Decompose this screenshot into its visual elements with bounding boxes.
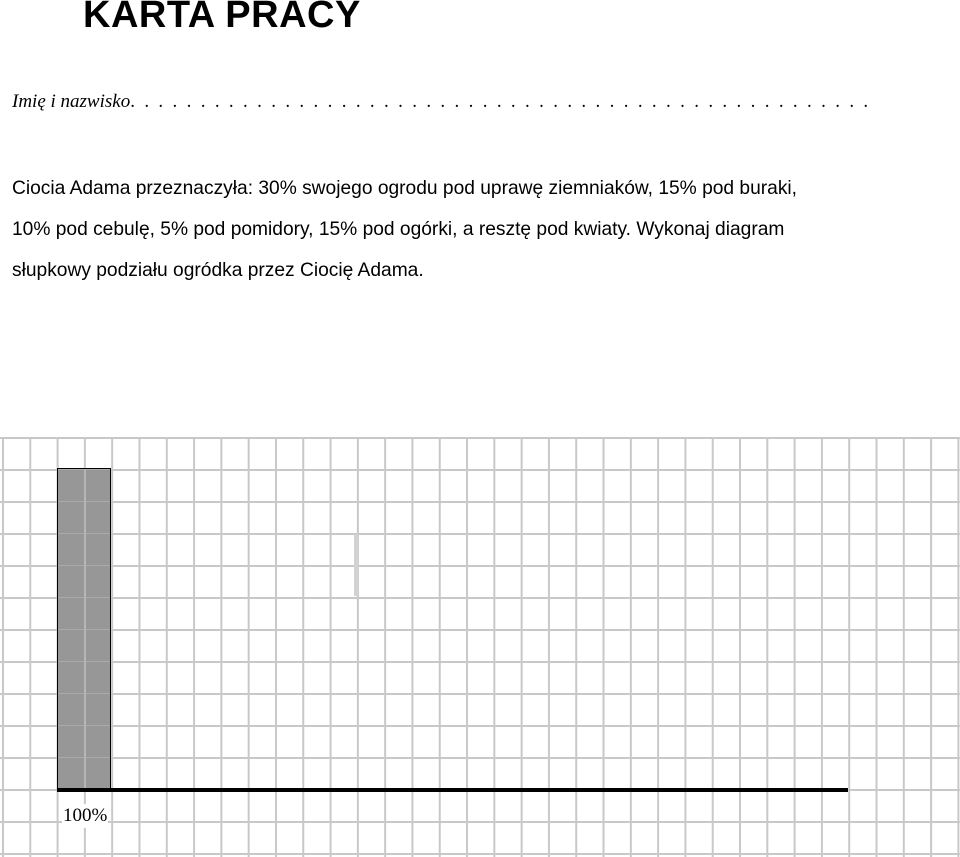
task-line-2: 10% pod cebulę, 5% pod pomidory, 15% pod ogórki, a resztę pod kwiaty. Wykonaj diagram bbox=[12, 219, 785, 240]
task-line-1: Ciocia Adama przeznaczyła: 30% swojego ogrodu pod uprawę ziemniaków, 15% pod buraki, bbox=[12, 178, 798, 199]
chart-baseline bbox=[57, 788, 848, 792]
name-dots: . . . . . . . . . . . . . . . . . . . . . . . . . . . . . . . . . . . . . . . . . . . . . . . . . . . . . bbox=[130, 91, 871, 112]
grid-mark bbox=[354, 534, 358, 596]
task-text bbox=[12, 168, 957, 291]
worksheet-title: KARTA PRACY bbox=[83, 0, 361, 36]
name-label: Imię i nazwisko bbox=[12, 91, 131, 112]
name-field-line[interactable] bbox=[12, 90, 870, 114]
bar-label-100-percent: 100% bbox=[63, 805, 108, 826]
bar-100-percent bbox=[57, 468, 111, 790]
task-line-3: słupkowy podziału ogródka przez Ciocię Adama. bbox=[12, 260, 424, 281]
chart-grid bbox=[0, 437, 960, 857]
